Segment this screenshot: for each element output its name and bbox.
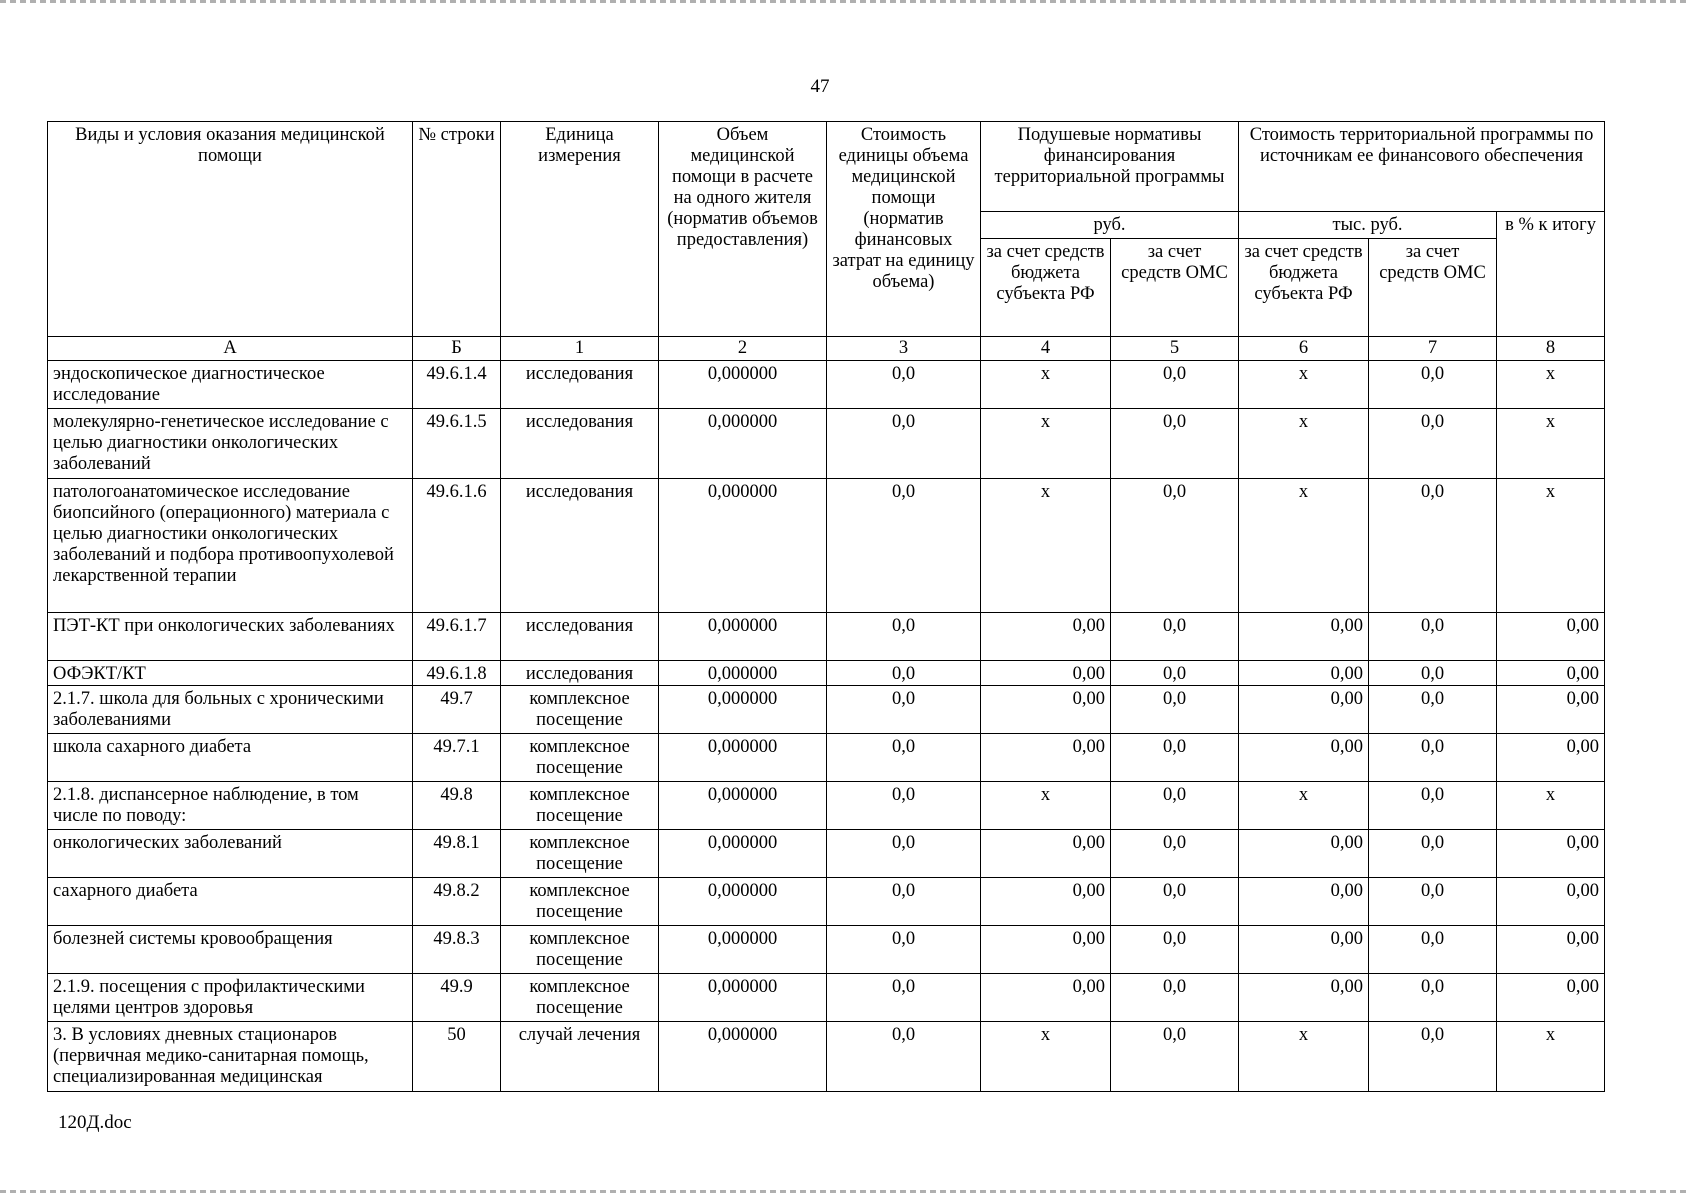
- care-type-cell: ОФЭКТ/КТ: [48, 661, 413, 686]
- row-number-cell: 49.8.2: [413, 878, 501, 926]
- per-capita-budget-cell: x: [981, 409, 1111, 479]
- per-capita-budget-cell: x: [981, 479, 1111, 613]
- unit-cost-cell: 0,0: [827, 782, 981, 830]
- percent-cell: 0,00: [1497, 686, 1605, 734]
- table-row: [48, 782, 1605, 830]
- row-number-cell: 49.6.1.6: [413, 479, 501, 613]
- unit-cost-cell: 0,0: [827, 830, 981, 878]
- cost-budget-cell: x: [1239, 1022, 1369, 1092]
- per-capita-oms-cell: 0,0: [1111, 686, 1239, 734]
- per-capita-oms-cell: 0,0: [1111, 926, 1239, 974]
- unit-cell: комплексное посещение: [501, 974, 659, 1022]
- care-type-cell: болезней системы кровообращения: [48, 926, 413, 974]
- unit-cell: комплексное посещение: [501, 734, 659, 782]
- unit-cell: комплексное посещение: [501, 830, 659, 878]
- index-cell: 1: [501, 337, 659, 361]
- per-capita-oms-cell: 0,0: [1111, 613, 1239, 661]
- index-cell: 8: [1497, 337, 1605, 361]
- row-number-cell: 49.7: [413, 686, 501, 734]
- header-per-capita-oms: за счет средств ОМС: [1111, 239, 1239, 337]
- percent-cell: 0,00: [1497, 830, 1605, 878]
- cost-budget-cell: x: [1239, 782, 1369, 830]
- unit-cell: случай лечения: [501, 1022, 659, 1092]
- index-cell: 4: [981, 337, 1111, 361]
- unit-cost-cell: 0,0: [827, 686, 981, 734]
- index-cell: Б: [413, 337, 501, 361]
- care-type-cell: сахарного диабета: [48, 878, 413, 926]
- care-type-cell: молекулярно-генетическое исследование с целью диагностики онкологических заболеваний: [48, 409, 413, 479]
- index-cell: 2: [659, 337, 827, 361]
- cost-budget-cell: x: [1239, 361, 1369, 409]
- unit-cost-cell: 0,0: [827, 878, 981, 926]
- percent-cell: x: [1497, 1022, 1605, 1092]
- header-percent-of-total: в % к итогу: [1497, 212, 1605, 337]
- cost-budget-cell: 0,00: [1239, 734, 1369, 782]
- cost-oms-cell: 0,0: [1369, 782, 1497, 830]
- header-unit-cost: Стоимость единицы объема медицинской помощи (норматив финансовых затрат на единицу объема): [827, 122, 981, 337]
- percent-cell: 0,00: [1497, 613, 1605, 661]
- unit-cost-cell: 0,0: [827, 409, 981, 479]
- cost-budget-cell: 0,00: [1239, 661, 1369, 686]
- volume-cell: 0,000000: [659, 926, 827, 974]
- per-capita-oms-cell: 0,0: [1111, 409, 1239, 479]
- table-row: [48, 409, 1605, 479]
- per-capita-budget-cell: 0,00: [981, 661, 1111, 686]
- header-care-type: Виды и условия оказания медицинской помощи: [48, 122, 413, 337]
- unit-cost-cell: 0,0: [827, 361, 981, 409]
- cost-oms-cell: 0,0: [1369, 361, 1497, 409]
- row-number-cell: 50: [413, 1022, 501, 1092]
- index-cell: 6: [1239, 337, 1369, 361]
- unit-cell: исследования: [501, 613, 659, 661]
- index-cell: 7: [1369, 337, 1497, 361]
- cost-oms-cell: 0,0: [1369, 734, 1497, 782]
- row-number-cell: 49.8.3: [413, 926, 501, 974]
- column-index-row: [48, 337, 1605, 361]
- per-capita-budget-cell: x: [981, 361, 1111, 409]
- percent-cell: x: [1497, 409, 1605, 479]
- cost-budget-cell: 0,00: [1239, 686, 1369, 734]
- cost-budget-cell: 0,00: [1239, 974, 1369, 1022]
- page-number: 47: [810, 76, 830, 97]
- table-header: [48, 122, 1605, 361]
- unit-cost-cell: 0,0: [827, 1022, 981, 1092]
- percent-cell: x: [1497, 479, 1605, 613]
- table-row: [48, 479, 1605, 613]
- cost-budget-cell: 0,00: [1239, 830, 1369, 878]
- row-number-cell: 49.6.1.7: [413, 613, 501, 661]
- per-capita-budget-cell: 0,00: [981, 926, 1111, 974]
- scan-border-bottom: [0, 1190, 1686, 1193]
- volume-cell: 0,000000: [659, 830, 827, 878]
- index-cell: 3: [827, 337, 981, 361]
- row-number-cell: 49.9: [413, 974, 501, 1022]
- unit-cost-cell: 0,0: [827, 613, 981, 661]
- cost-budget-cell: x: [1239, 409, 1369, 479]
- unit-cost-cell: 0,0: [827, 734, 981, 782]
- volume-cell: 0,000000: [659, 409, 827, 479]
- percent-cell: 0,00: [1497, 974, 1605, 1022]
- volume-cell: 0,000000: [659, 661, 827, 686]
- header-volume: Объем медицинской помощи в расчете на одного жителя (норматив объемов предоставления): [659, 122, 827, 337]
- row-number-cell: 49.6.1.5: [413, 409, 501, 479]
- row-number-cell: 49.6.1.4: [413, 361, 501, 409]
- per-capita-budget-cell: 0,00: [981, 878, 1111, 926]
- table-row: [48, 1022, 1605, 1092]
- per-capita-oms-cell: 0,0: [1111, 1022, 1239, 1092]
- volume-cell: 0,000000: [659, 613, 827, 661]
- table-row: [48, 878, 1605, 926]
- percent-cell: 0,00: [1497, 734, 1605, 782]
- per-capita-budget-cell: x: [981, 782, 1111, 830]
- unit-cell: комплексное посещение: [501, 926, 659, 974]
- per-capita-budget-cell: 0,00: [981, 830, 1111, 878]
- unit-cell: комплексное посещение: [501, 878, 659, 926]
- table-row: [48, 686, 1605, 734]
- volume-cell: 0,000000: [659, 686, 827, 734]
- per-capita-budget-cell: 0,00: [981, 734, 1111, 782]
- unit-cell: исследования: [501, 409, 659, 479]
- unit-cost-cell: 0,0: [827, 479, 981, 613]
- per-capita-oms-cell: 0,0: [1111, 479, 1239, 613]
- row-number-cell: 49.8: [413, 782, 501, 830]
- cost-oms-cell: 0,0: [1369, 974, 1497, 1022]
- care-type-cell: онкологических заболеваний: [48, 830, 413, 878]
- unit-cost-cell: 0,0: [827, 974, 981, 1022]
- header-per-capita-budget: за счет средств бюджета субъекта РФ: [981, 239, 1111, 337]
- volume-cell: 0,000000: [659, 878, 827, 926]
- header-unit-rub: руб.: [981, 212, 1239, 239]
- volume-cell: 0,000000: [659, 734, 827, 782]
- financing-table: [47, 121, 1605, 1092]
- per-capita-oms-cell: 0,0: [1111, 361, 1239, 409]
- unit-cell: исследования: [501, 661, 659, 686]
- row-number-cell: 49.6.1.8: [413, 661, 501, 686]
- volume-cell: 0,000000: [659, 479, 827, 613]
- scan-border-top: [0, 0, 1686, 3]
- per-capita-budget-cell: 0,00: [981, 613, 1111, 661]
- table-row: [48, 926, 1605, 974]
- cost-oms-cell: 0,0: [1369, 479, 1497, 613]
- per-capita-oms-cell: 0,0: [1111, 782, 1239, 830]
- cost-oms-cell: 0,0: [1369, 878, 1497, 926]
- care-type-cell: 3. В условиях дневных стационаров (первичная медико-санитарная помощь, специализированная медицинская: [48, 1022, 413, 1092]
- cost-oms-cell: 0,0: [1369, 613, 1497, 661]
- per-capita-oms-cell: 0,0: [1111, 734, 1239, 782]
- cost-oms-cell: 0,0: [1369, 409, 1497, 479]
- table-row: [48, 974, 1605, 1022]
- per-capita-oms-cell: 0,0: [1111, 830, 1239, 878]
- per-capita-oms-cell: 0,0: [1111, 661, 1239, 686]
- table-body: [48, 361, 1605, 1092]
- header-unit: Единица измерения: [501, 122, 659, 337]
- per-capita-budget-cell: 0,00: [981, 974, 1111, 1022]
- cost-oms-cell: 0,0: [1369, 686, 1497, 734]
- table-row: [48, 734, 1605, 782]
- table-row: [48, 830, 1605, 878]
- per-capita-budget-cell: 0,00: [981, 686, 1111, 734]
- percent-cell: 0,00: [1497, 661, 1605, 686]
- cost-oms-cell: 0,0: [1369, 926, 1497, 974]
- header-program-cost-group: Стоимость территориальной программы по источникам ее финансового обеспечения: [1239, 122, 1605, 212]
- row-number-cell: 49.7.1: [413, 734, 501, 782]
- unit-cost-cell: 0,0: [827, 926, 981, 974]
- unit-cell: исследования: [501, 479, 659, 613]
- index-cell: А: [48, 337, 413, 361]
- unit-cell: комплексное посещение: [501, 782, 659, 830]
- percent-cell: x: [1497, 782, 1605, 830]
- header-cost-oms: за счет средств ОМС: [1369, 239, 1497, 337]
- care-type-cell: 2.1.9. посещения с профилактическими целями центров здоровья: [48, 974, 413, 1022]
- unit-cost-cell: 0,0: [827, 661, 981, 686]
- per-capita-oms-cell: 0,0: [1111, 974, 1239, 1022]
- volume-cell: 0,000000: [659, 1022, 827, 1092]
- row-number-cell: 49.8.1: [413, 830, 501, 878]
- care-type-cell: патологоанатомическое исследование биопсийного (операционного) материала с целью диагностики онкологических заболеваний и подбора противоопухолевой лекарственной терапии: [48, 479, 413, 613]
- volume-cell: 0,000000: [659, 361, 827, 409]
- table-row: [48, 613, 1605, 661]
- table-row: [48, 361, 1605, 409]
- cost-budget-cell: x: [1239, 479, 1369, 613]
- cost-budget-cell: 0,00: [1239, 878, 1369, 926]
- percent-cell: 0,00: [1497, 878, 1605, 926]
- care-type-cell: школа сахарного диабета: [48, 734, 413, 782]
- care-type-cell: эндоскопическое диагностическое исследование: [48, 361, 413, 409]
- unit-cell: комплексное посещение: [501, 686, 659, 734]
- care-type-cell: 2.1.8. диспансерное наблюдение, в том числе по поводу:: [48, 782, 413, 830]
- cost-oms-cell: 0,0: [1369, 1022, 1497, 1092]
- cost-oms-cell: 0,0: [1369, 830, 1497, 878]
- care-type-cell: 2.1.7. школа для больных с хроническими заболеваниями: [48, 686, 413, 734]
- volume-cell: 0,000000: [659, 974, 827, 1022]
- percent-cell: x: [1497, 361, 1605, 409]
- percent-cell: 0,00: [1497, 926, 1605, 974]
- index-cell: 5: [1111, 337, 1239, 361]
- table-row: [48, 661, 1605, 686]
- header-row-number: № строки: [413, 122, 501, 337]
- header-unit-thousand-rub: тыс. руб.: [1239, 212, 1497, 239]
- volume-cell: 0,000000: [659, 782, 827, 830]
- footer-filename: 120Д.doc: [58, 1112, 132, 1133]
- per-capita-oms-cell: 0,0: [1111, 878, 1239, 926]
- header-cost-budget: за счет средств бюджета субъекта РФ: [1239, 239, 1369, 337]
- cost-oms-cell: 0,0: [1369, 661, 1497, 686]
- cost-budget-cell: 0,00: [1239, 613, 1369, 661]
- per-capita-budget-cell: x: [981, 1022, 1111, 1092]
- unit-cell: исследования: [501, 361, 659, 409]
- header-per-capita-group: Подушевые нормативы финансирования территориальной программы: [981, 122, 1239, 212]
- cost-budget-cell: 0,00: [1239, 926, 1369, 974]
- care-type-cell: ПЭТ-КТ при онкологических заболеваниях: [48, 613, 413, 661]
